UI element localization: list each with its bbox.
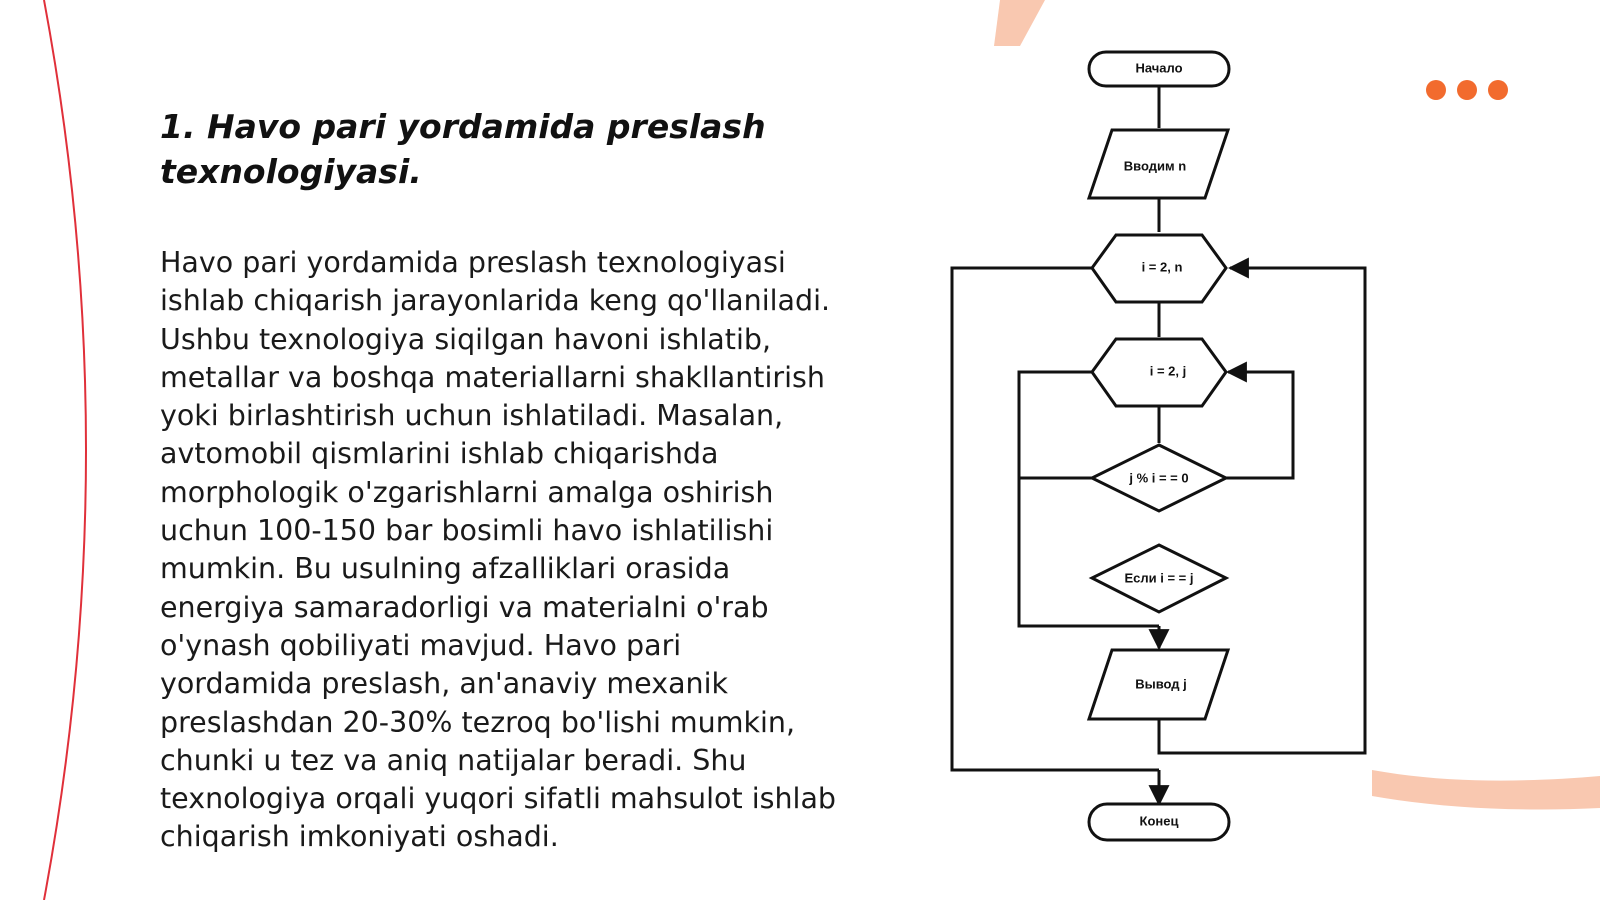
mod-condition-label: j % i = = 0 (1129, 470, 1189, 486)
end-label: Конец (1139, 813, 1179, 829)
slide-body-text: Havo pari yordamida preslash texnologiyasi ishlab chiqarish jarayonlarida keng qo'llaniladi. Ushbu texnologiya siqilgan havoni ishlatib, metallar va boshqa materiallarni shakllantirish yoki birlashtirish uchun ishlatiladi. Masalan, avtomobil qismlarini ishlab chiqarishda morphologik o'zgarishlarni amalga oshirish uchun 100-150 bar bosimli havo ishlatilishi mumkin. Bu usulning afzalliklari orasida energiya samaradorligi va materialni o'rab o'ynash qobiliyati mavjud. Havo pari yordamida preslash, an'anaviy mexanik preslashdan 20-30% tezroq bo'lishi mumkin, chunki u tez va aniq natijalar beradi. Shu texnologiya orqali yuqori sifatli mahsulot ishlab chiqarish imkoniyati oshadi. (160, 246, 837, 854)
outer-loop-label: i = 2, n (1141, 259, 1183, 275)
start-label: Начало (1135, 60, 1183, 76)
inner-loop-label: i = 2, j (1149, 363, 1187, 379)
equal-condition-label: Если i = = j (1124, 570, 1194, 586)
input-label: Вводим n (1123, 158, 1187, 174)
output-label: Вывод j (1135, 676, 1187, 692)
slide-title: 1. Havo pari yordamida preslash texnologiyasi. (160, 107, 766, 191)
